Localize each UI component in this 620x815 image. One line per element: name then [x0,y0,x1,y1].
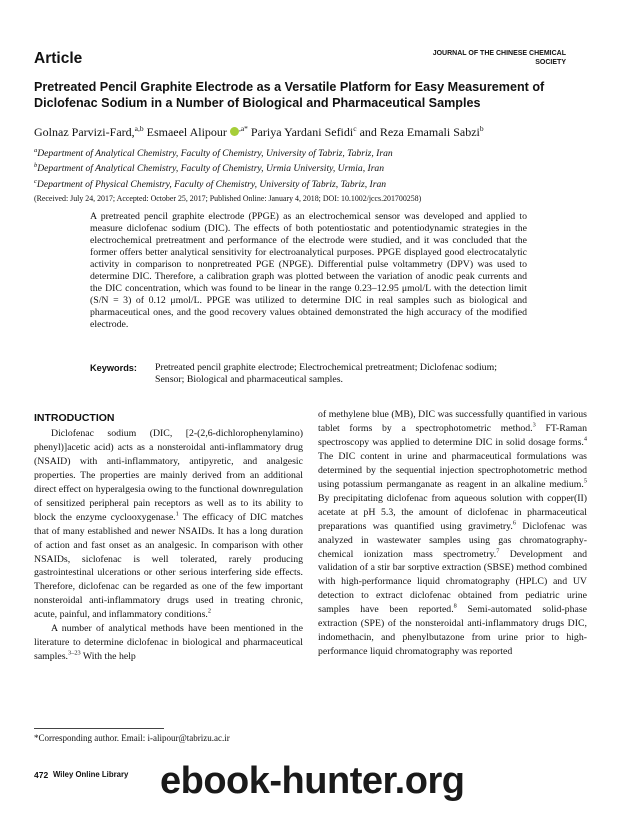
publication-history: (Received: July 24, 2017; Accepted: October 25, 2017; Published Online: January 4, 2018; DOI: 10.1002/jccs.201700258) [34,194,422,203]
citation-ref[interactable]: 7 [496,547,500,555]
author-name: Pariya Yardani Sefidi [250,125,354,139]
author-affiliation-marker: b [479,124,484,133]
keywords [90,362,527,387]
affiliations [34,145,594,191]
paragraph: of methylene blue (MB), DIC was successfully quantified in various tablet forms by a spectrophotometric method.$^3$ FT-Raman spectroscopy was applied to determine DIC in solid dosage forms.$^4$ The DIC content in urine and pharmaceutical formulations was determined by the sequential injection spectrophotometric method using potassium permanganate as reagent in an alkaline medium.$^5$ By precipitating diclofenac from aqueous solution with copper(II) acetate at pH 5.3, the amount of diclofenac in pharmaceutical preparations was quantified using gravimetry.$^6$ Diclofenac was analyzed in wastewater samples using gas chromatography-chemical ionization mass spectrometry.$^7$ Development and validation of a stir bar sorptive extraction (SBSE) method combined with high-performance liquid chromatography (HPLC) and UV detection to extract diclofenac obtained from pediatric urine samples have been reported.$^8$ Semi-automated solid-phase extraction (SPE) of the nonsteroidal anti-inflammatory drugs DIC, indomethacin, and phenylbutazone from urine prior to high-performance liquid chromatography was reported [318,409,587,658]
corresponding-author-footnote: *Corresponding author. Email: i-alipour@tabrizu.ac.ir [34,733,230,743]
paragraph: Diclofenac sodium (DIC, [2-(2,6-dichlorophenylamino) phenyl)]acetic acid) acts as a nonsteroidal anti-inflammatory drug (NSAID) with anti-inflammatory, antipyretic, and analgesic properties. The properties are mainly derived from an additional direct effect on hyperalgesia owing to the functional downregulation of sensitized peripheral pain receptors as well as to its ability to block the enzyme cyclooxygenase.$^1$ The efficacy of DIC matches that of many established and newer NSAIDs. It has a long duration of action and fast onset as an analgesic. In comparison with other NSAIDs, siclofenac is well tolerated, rarely producing gastrointestinal ulcerations or other serious interfering side effects. Therefore, diclofenac can be regarded as one of the few important nonsteroidal anti-inflammatory drugs used in treating chronic, acute, painful, and inflammatory conditions.$^2$ [34,427,304,621]
affiliation: $^c$Department of Physical Chemistry, Faculty of Chemistry, University of Tabriz, Tabriz, Iran [34,177,387,191]
author-affiliation-marker: ,a* [238,124,248,133]
citation-ref[interactable]: 4 [583,435,587,443]
citation-ref[interactable]: 3–23 [68,649,81,657]
keywords-label: Keywords: [90,363,137,373]
citation-ref[interactable]: 6 [512,519,517,527]
author-name: and Reza Emamali Sabzi [359,125,480,139]
watermark: ebook-hunter.org [160,760,465,802]
footnote-divider [34,728,164,729]
abstract: A pretreated pencil graphite electrode (PPGE) as an electrochemical sensor was developed and applied to measure diclofenac sodium (DIC). The effects of both potentiostatic and potentiodynamic strategies in the electrochemical pretreatment and performance of the electrode were studied, and it was concluded that the former offers better analytical sensitivity for electroanalytical purposes. PPGE displayed good electrocatalytic activity in comparison to nonpretreated PGE (NPGE). Differential pulse voltammetry (DPV) was used to determine DIC. Therefore, a calibration graph was plotted between the variation of anodic peak currents and the DIC concentration, which was found to be linear in the range 0.23–12.95 μmol/L with the detection limit (S/N = 3) of 0.12 μmol/L. PPGE was utilized to determine DIC in real samples such as biological and pharmaceutical ones, and the good recovery values obtained demonstrated the high accuracy of the modified electrode. [90,211,527,331]
affiliation: $^b$Department of Analytical Chemistry, Faculty of Chemistry, Urmia University, Urmia, Iran [34,162,385,175]
keywords-text: Pretreated pencil graphite electrode; Electrochemical pretreatment; Diclofenac sodium; Sensor; Biological and pharmaceutical samples. [155,362,497,386]
article-title: Pretreated Pencil Graphite Electrode as a Versatile Platform for Easy Measurement of Diclofenac Sodium in a Number of Biological and Pharmaceutical Samples [34,80,545,110]
body-column-right [318,408,587,659]
publisher-footer: Wiley Online Library [53,770,129,779]
citation-ref[interactable]: 3 [532,421,536,429]
author-name: Golnaz Parvizi-Fard, [34,125,135,139]
affiliation: $^a$Department of Analytical Chemistry, Faculty of Chemistry, University of Tabriz, Tabriz, Iran [34,147,393,160]
orcid-icon[interactable] [230,127,239,136]
journal-name: JOURNAL OF THE CHINESE CHEMICAL SOCIETY [432,50,566,66]
citation-ref[interactable]: 1 [175,510,179,518]
citation-ref[interactable]: 5 [583,477,587,485]
author-affiliation-marker: c [353,124,357,133]
page-number: 472 [34,770,49,780]
author-affiliation-marker: a,b [134,124,144,133]
citation-ref[interactable]: 2 [207,608,212,616]
section-label: Article [34,50,83,67]
body-column-left [34,412,303,664]
author-name: Esmaeel Alipour [146,125,227,139]
paragraph: A number of analytical methods have been mentioned in the literature to determine diclofenac in biological and pharmaceutical samples.$^{3-23}$ With the help [34,623,303,663]
citation-ref[interactable]: 8 [453,603,457,611]
section-heading: INTRODUCTION [34,412,115,424]
author-list [34,124,594,140]
